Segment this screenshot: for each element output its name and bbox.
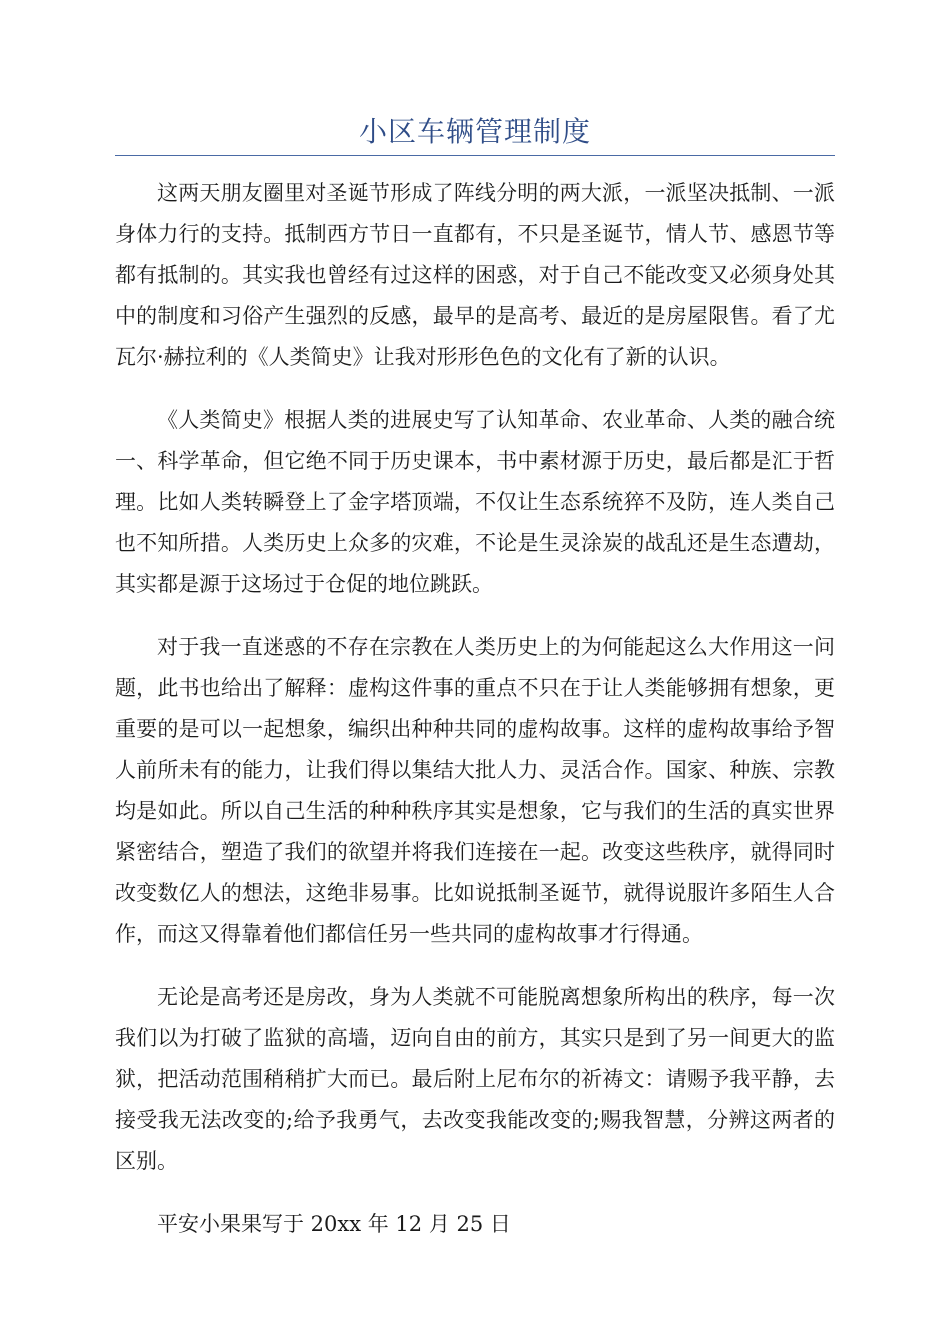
document-title: 小区车辆管理制度 (358, 115, 591, 148)
paragraph-4: 无论是高考还是房改，身为人类就不可能脱离想象所构出的秩序，每一次我们以为打破了监狱的高墙，迈向自由的前方，其实只是到了另一间更大的监狱，把活动范围稍稍扩大而已。最后附上尼布尔的祈祷文：请赐予我平静，去接受我无法改变的;给予我勇气，去改变我能改变的;赐我智慧，分辨这两者的区别。 (115, 985, 835, 1173)
signature-line: 平安小果果写于 20xx 年 12 月 25 日 (157, 1212, 511, 1236)
title-underline (115, 155, 835, 156)
paragraph-1: 这两天朋友圈里对圣诞节形成了阵线分明的两大派，一派坚决抵制、一派身体力行的支持。抵制西方节日一直都有，不只是圣诞节，情人节、感恩节等都有抵制的。其实我也曾经有过这样的困惑，对于自己不能改变又必须身处其中的制度和习俗产生强烈的反感，最早的是高考、最近的是房屋限售。看了尤瓦尔·赫拉利的《人类简史》让我对形形色色的文化有了新的认识。 (115, 181, 835, 369)
paragraph-3: 对于我一直迷惑的不存在宗教在人类历史上的为何能起这么大作用这一问题，此书也给出了解释：虚构这件事的重点不只在于让人类能够拥有想象，更重要的是可以一起想象，编织出种种共同的虚构故事。这样的虚构故事给予智人前所未有的能力，让我们得以集结大批人力、灵活合作。国家、种族、宗教均是如此。所以自己生活的种种秩序其实是想象，它与我们的生活的真实世界紧密结合，塑造了我们的欲望并将我们连接在一起。改变这些秩序，就得同时改变数亿人的想法，这绝非易事。比如说抵制圣诞节，就得说服许多陌生人合作，而这又得靠着他们都信任另一些共同的虚构故事才行得通。 (115, 635, 835, 946)
paragraph-2: 《人类简史》根据人类的进展史写了认知革命、农业革命、人类的融合统一、科学革命，但它绝不同于历史课本，书中素材源于历史，最后都是汇于哲理。比如人类转瞬登上了金字塔顶端，不仅让生态系统猝不及防，连人类自己也不知所措。人类历史上众多的灾难，不论是生灵涂炭的战乱还是生态遭劫，其实都是源于这场过于仓促的地位跳跃。 (115, 408, 835, 596)
document-body (115, 173, 835, 1267)
